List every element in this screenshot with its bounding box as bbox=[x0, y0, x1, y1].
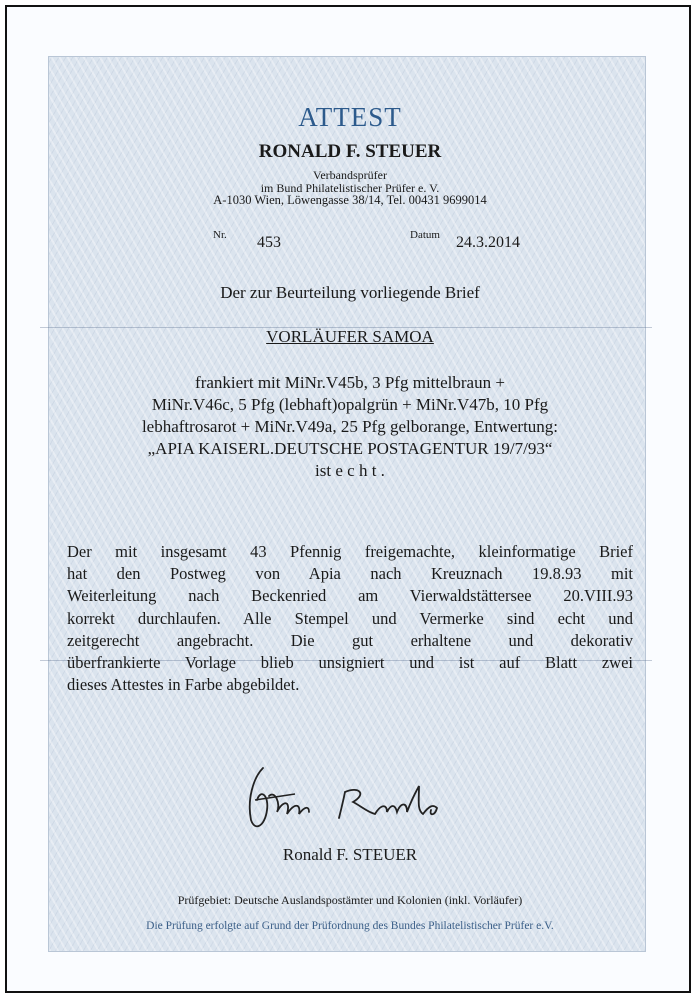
number-label: Nr. bbox=[213, 229, 227, 241]
examination-scope: Prüfgebiet: Deutsche Auslandspostämter und Kolonien (inkl. Vorläufer) bbox=[177, 893, 523, 907]
examiner-association: im Bund Philatelistischer Prüfer e. V. bbox=[260, 181, 440, 195]
examiner-name: RONALD F. STEUER bbox=[258, 141, 442, 162]
franking-line: lebhaftrosarot + MiNr.V49a, 25 Pfg gelborange, Entwertung: bbox=[141, 417, 559, 436]
description-line: zeitgerecht angebracht. Die gut erhaltene und dekorativ bbox=[67, 630, 633, 650]
subject-title bbox=[0, 327, 700, 347]
intro-text: Der zur Beurteilung vorliegende Brief bbox=[220, 283, 480, 302]
description-paragraph bbox=[67, 541, 633, 696]
handwritten-signature bbox=[235, 760, 465, 840]
verdict-line: ist e c h t . bbox=[315, 461, 385, 480]
franking-line: frankiert mit MiNr.V45b, 3 Pfg mittelbraun + bbox=[195, 373, 505, 392]
description-line: überfrankierte Vorlage blieb unsigniert und ist auf Blatt zwei bbox=[67, 653, 633, 673]
examiner-address: A-1030 Wien, Löwengasse 38/14, Tel. 00431 9699014 bbox=[213, 193, 487, 207]
examiner-role: Verbandsprüfer bbox=[313, 168, 387, 182]
legal-notice: Die Prüfung erfolgte auf Grund der Prüfordnung des Bundes Philatelistischer Prüfer e.V. bbox=[146, 920, 554, 932]
document-title: ATTEST bbox=[298, 102, 402, 132]
description-line: Der mit insgesamt 43 Pfennig freigemachte, kleinformatige Brief bbox=[67, 542, 633, 561]
description-line: korrekt durchlaufen. Alle Stempel und Vermerke sind echt und bbox=[67, 608, 633, 628]
date-label: Datum bbox=[410, 229, 440, 241]
certificate-number: 453 bbox=[257, 234, 281, 251]
subject-text: VORLÄUFER SAMOA bbox=[266, 327, 434, 346]
signatory-name: Ronald F. STEUER bbox=[282, 845, 418, 864]
franking-line: „APIA KAISERL.DEUTSCHE POSTAGENTUR 19/7/93“ bbox=[147, 439, 553, 458]
certificate-date: 24.3.2014 bbox=[456, 234, 520, 251]
description-line: hat den Postweg von Apia nach Kreuznach 19.8.93 mit bbox=[67, 564, 633, 584]
description-line: Weiterleitung nach Beckenried am Vierwaldstättersee 20.VIII.93 bbox=[67, 586, 633, 606]
description-line: dieses Attestes in Farbe abgebildet. bbox=[67, 675, 300, 695]
franking-line: MiNr.V46c, 5 Pfg (lebhaft)opalgrün + MiNr.V47b, 10 Pfg bbox=[151, 395, 549, 414]
